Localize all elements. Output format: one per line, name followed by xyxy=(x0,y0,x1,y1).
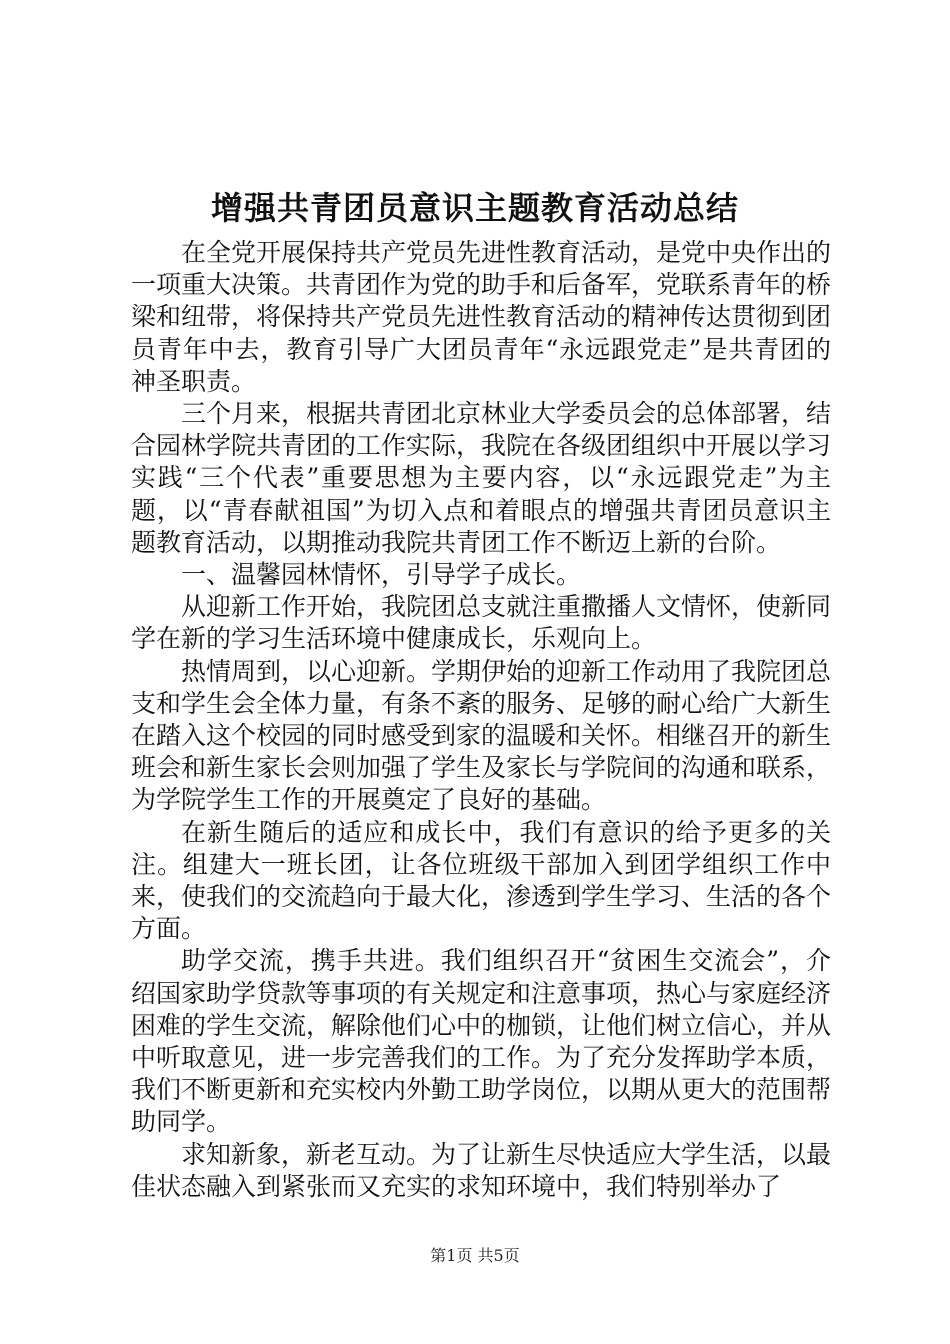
paragraph-overview: 三个月来，根据共青团北京林业大学委员会的总体部署，结合园林学院共青团的工作实际，我院在各级团组织中开展以学习实践“三个代表”重要思想为主要内容，以“永远跟党走”为主题，以“青春献祖国”为切入点和着眼点的增强共青团员意识主题教育活动，以期推动我院共青团工作不断迈上新的台阶。 xyxy=(131,399,832,557)
paragraph-learning-interaction: 求知新象，新老互动。为了让新生尽快适应大学生活，以最佳状态融入到紧张而又充实的求知环境中，我们特别举办了 xyxy=(131,1139,832,1201)
paragraph-intro: 在全党开展保持共产党员先进性教育活动，是党中央作出的一项重大决策。共青团作为党的助手和后备军，党联系青年的桥梁和纽带，将保持共产党员先进性教育活动的精神传达贯彻到团员青年中去，教育引导广大团员青年“永远跟党走”是共青团的神圣职责。 xyxy=(131,238,832,396)
section-heading-1: 一、温馨园林情怀，引导学子成长。 xyxy=(181,560,582,590)
paragraph-freshmen-adaptation: 在新生随后的适应和成长中，我们有意识的给予更多的关注。组建大一班长团，让各位班级干部加入到团学组织工作中来，使我们的交流趋向于最大化，渗透到学生学习、生活的各个方面。 xyxy=(131,817,832,944)
page-number-footer: 第1页 共5页 xyxy=(430,1246,520,1265)
paragraph-financial-aid: 助学交流，携手共进。我们组织召开“贫困生交流会”，介绍国家助学贷款等事项的有关规定和注意事项，热心与家庭经济困难的学生交流，解除他们心中的枷锁，让他们树立信心，并从中听取意见，进一步完善我们的工作。为了充分发挥助学本质，我们不断更新和充实校内外勤工助学岗位，以期从更大的范围帮助同学。 xyxy=(131,946,832,1137)
paragraph-welcome: 从迎新工作开始，我院团总支就注重撒播人文情怀，使新同学在新的学习生活环境中健康成长，乐观向上。 xyxy=(131,592,832,654)
paragraph-freshmen-reception: 热情周到，以心迎新。学期伊始的迎新工作动用了我院团总支和学生会全体力量，有条不紊的服务、足够的耐心给广大新生在踏入这个校园的同时感受到家的温暖和关怀。相继召开的新生班会和新生家长会则加强了学生及家长与学院间的沟通和联系，为学院学生工作的开展奠定了良好的基础。 xyxy=(131,656,832,815)
document-body xyxy=(131,237,831,1203)
document-title: 增强共青团员意识主题教育活动总结 xyxy=(210,189,739,227)
